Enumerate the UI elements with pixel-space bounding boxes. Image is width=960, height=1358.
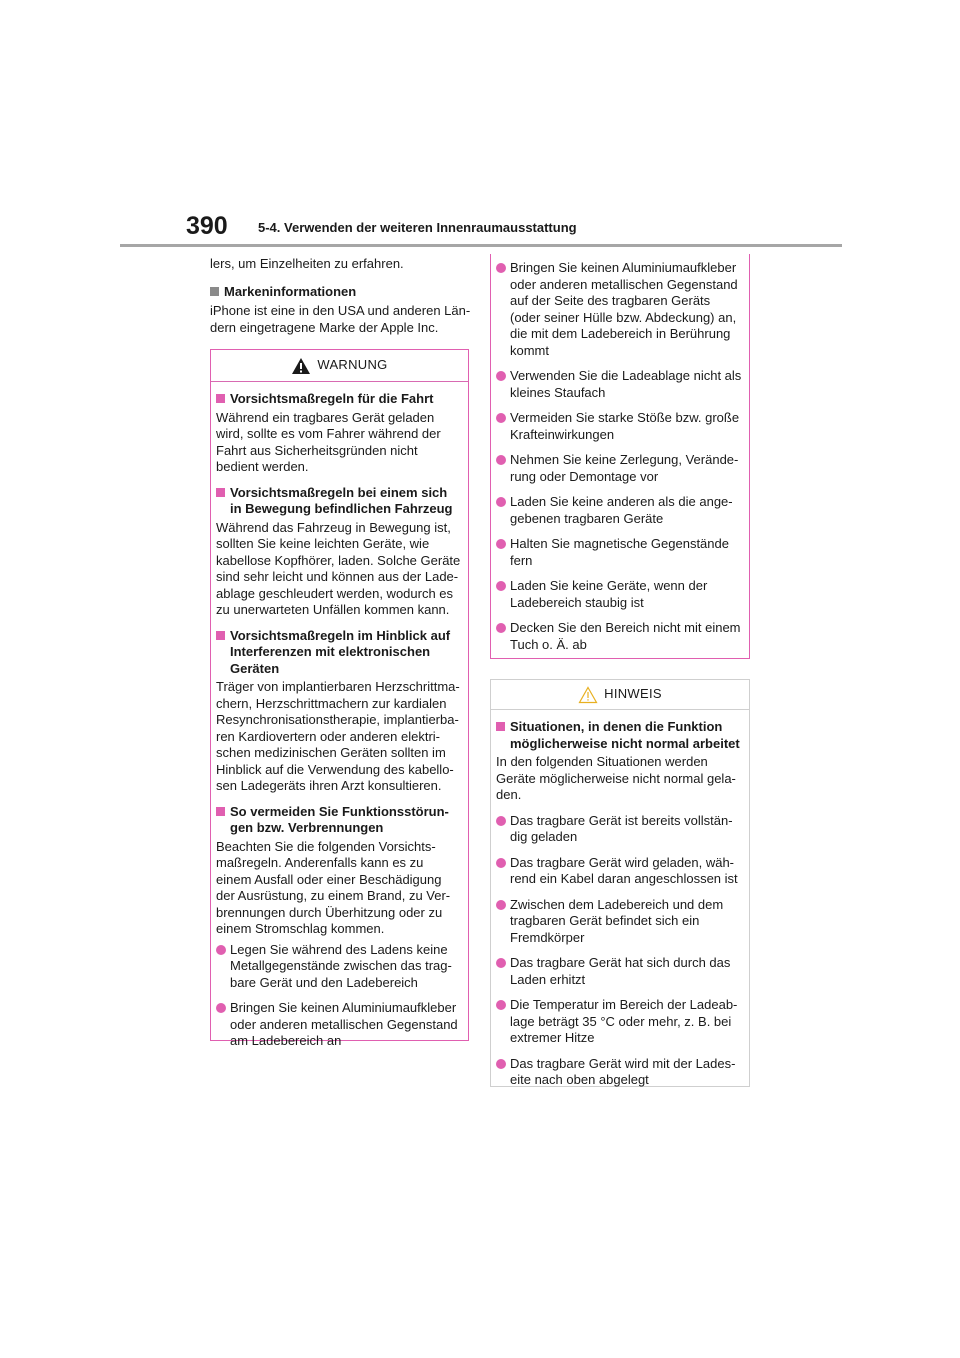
circle-bullet-icon [496,413,506,423]
circle-bullet-icon [496,623,506,633]
warning-heading-2 [216,485,462,518]
warning-box [210,349,469,1048]
list-item-text: Das tragbare Gerät wird mit der Lades-eite nach oben abgelegt [510,1055,736,1087]
square-bullet-icon [216,394,225,403]
list-item-text: Die Temperatur im Bereich der Ladeab-lage beträgt 35 °C oder mehr, z. B. bei extremer Hitze [510,997,738,1045]
note-box [490,679,750,1087]
warning-text-4: Beachten Sie die folgenden Vorsichts-maßregeln. Anderenfalls kann es zu einem Ausfall oder einer Beschädigung der Ausrüstung, zu einem Brand, zu Ver-brennungen durch Überhitzung oder zu einem Stromschlag kommen. [216,838,451,936]
list-item [496,813,743,846]
list-item [496,620,743,653]
list-item-text: Bringen Sie keinen Aluminiumaufkleber oder anderen metallischen Gegenstand am Ladebereich an [230,1000,458,1048]
note-title: HINWEIS [604,686,662,702]
continuation-text: lers, um Einzelheiten zu erfahren. [210,256,404,271]
square-bullet-icon [216,631,225,640]
page-header [0,0,960,250]
warning-heading-3-label: Vorsichtsmaßregeln im Hinblick auf Interferenzen mit elektronischen Geräten [230,627,451,676]
warning-title: WARNUNG [317,357,388,373]
warning-heading-4 [216,804,462,837]
warning-text-3: Träger von implantierbaren Herzschrittma-chern, Herzschrittmachern zur kardialen Resynchronisationstherapie, implantierba-ren Kardiovertern oder anderen elektri-schen medizinischen Geräten sollten im Hinblick auf die Verwendung des kabello-sen Ladegeräts ihren Arzt konsultieren. [216,679,460,793]
list-item [496,494,743,527]
note-title-bar [491,680,749,710]
list-item-text: Bringen Sie keinen Aluminiumaufkleber oder anderen metallischen Gegenstand auf der Seite des tragbaren Geräts (oder seiner Hülle bzw. Abdeckung) an, die mit dem Ladebereich in Berührung kommt [510,260,738,358]
circle-bullet-icon [496,958,506,968]
list-item [496,997,743,1047]
circle-bullet-icon [496,900,506,910]
circle-bullet-icon [496,1059,506,1069]
square-bullet-icon [210,287,219,296]
warning-text-1: Während ein tragbares Gerät geladen wird, sollte es vom Fahrer während der Fahrt aus Sicherheitsgründen nicht bedient werden. [216,409,441,474]
caution-triangle-outline-icon [578,686,598,704]
warning-title-bar [211,350,468,382]
warning-heading-1 [216,391,462,408]
warning-text-2: Während das Fahrzeug in Bewegung ist, sollten Sie keine leichten Geräte, wie kabellose Kopfhörer, laden. Solche Geräte sind sehr leicht und können aus der Lade-ablage geschleudert werden, wodurch es zu unerwarteten Unfällen kommen kann. [216,519,461,617]
list-item [496,897,743,947]
list-item [496,536,743,569]
list-item-text: Vermeiden Sie starke Stöße bzw. große Krafteinwirkungen [510,410,740,442]
warning-heading-4-label: So vermeiden Sie Funktionsstörun-gen bzw. Verbrennungen [230,803,449,835]
left-column-intro [210,254,472,336]
note-text: In den folgenden Situationen werden Geräte möglicherweise nicht normal gela-den. [496,754,736,802]
list-item-text: Das tragbare Gerät wird geladen, wäh-rend ein Kabel daran angeschlossen ist [510,854,738,886]
list-item-text: Legen Sie während des Ladens keine Metallgegenstände zwischen das trag-bare Gerät und den Ladebereich [230,941,452,990]
list-item-text: Halten Sie magnetische Gegenstände fern [510,536,729,568]
circle-bullet-icon [496,1000,506,1010]
note-heading [496,719,743,752]
circle-bullet-icon [496,263,506,273]
circle-bullet-icon [496,371,506,381]
circle-bullet-icon [496,581,506,591]
circle-bullet-icon [216,945,226,955]
list-item-text: Verwenden Sie die Ladeablage nicht als kleines Staufach [510,368,742,400]
circle-bullet-icon [496,858,506,868]
trademark-heading-label: Markeninformationen [224,283,357,299]
list-item [496,260,743,359]
list-item [496,410,743,443]
square-bullet-icon [216,807,225,816]
warning-box-continued [490,254,750,659]
circle-bullet-icon [496,455,506,465]
circle-bullet-icon [496,816,506,826]
list-item-text: Zwischen dem Ladebereich und dem tragbaren Gerät befindet sich ein Fremdkörper [510,896,724,945]
warning-heading-1-label: Vorsichtsmaßregeln für die Fahrt [230,391,434,406]
circle-bullet-icon [496,539,506,549]
list-item [216,942,462,992]
page-number: 390 [186,212,228,240]
list-item [496,452,743,485]
note-heading-label: Situationen, in denen die Funktion möglicherweise nicht normal arbeitet [510,719,740,751]
warning-triangle-icon [291,357,311,375]
list-item [216,1000,462,1050]
warning-heading-3 [216,628,462,678]
list-item-text: Decken Sie den Bereich nicht mit einem Tuch o. Ä. ab [510,620,741,652]
square-bullet-icon [216,488,225,497]
section-title: 5-4. Verwenden der weiteren Innenraumausstattung [258,220,577,235]
list-item [496,1056,743,1089]
circle-bullet-icon [216,1003,226,1013]
square-bullet-icon [496,722,505,731]
list-item-text: Das tragbare Gerät hat sich durch das Laden erhitzt [510,955,731,987]
list-item-text: Laden Sie keine anderen als die ange-gebenen tragbaren Geräte [510,494,733,526]
trademark-heading [210,284,472,301]
list-item [496,955,743,988]
list-item [496,578,743,611]
header-rule [120,244,842,247]
list-item-text: Das tragbare Gerät ist bereits vollstän-dig geladen [510,812,733,844]
warning-heading-2-label: Vorsichtsmaßregeln bei einem sich in Bewegung befindlichen Fahrzeug [230,484,453,516]
list-item [496,368,743,401]
circle-bullet-icon [496,497,506,507]
trademark-text: iPhone ist eine in den USA und anderen Län-dern eingetragene Marke der Apple Inc. [210,303,471,335]
list-item [496,855,743,888]
list-item-text: Laden Sie keine Geräte, wenn der Ladebereich staubig ist [510,578,708,610]
list-item-text: Nehmen Sie keine Zerlegung, Verände-rung oder Demontage vor [510,452,739,484]
